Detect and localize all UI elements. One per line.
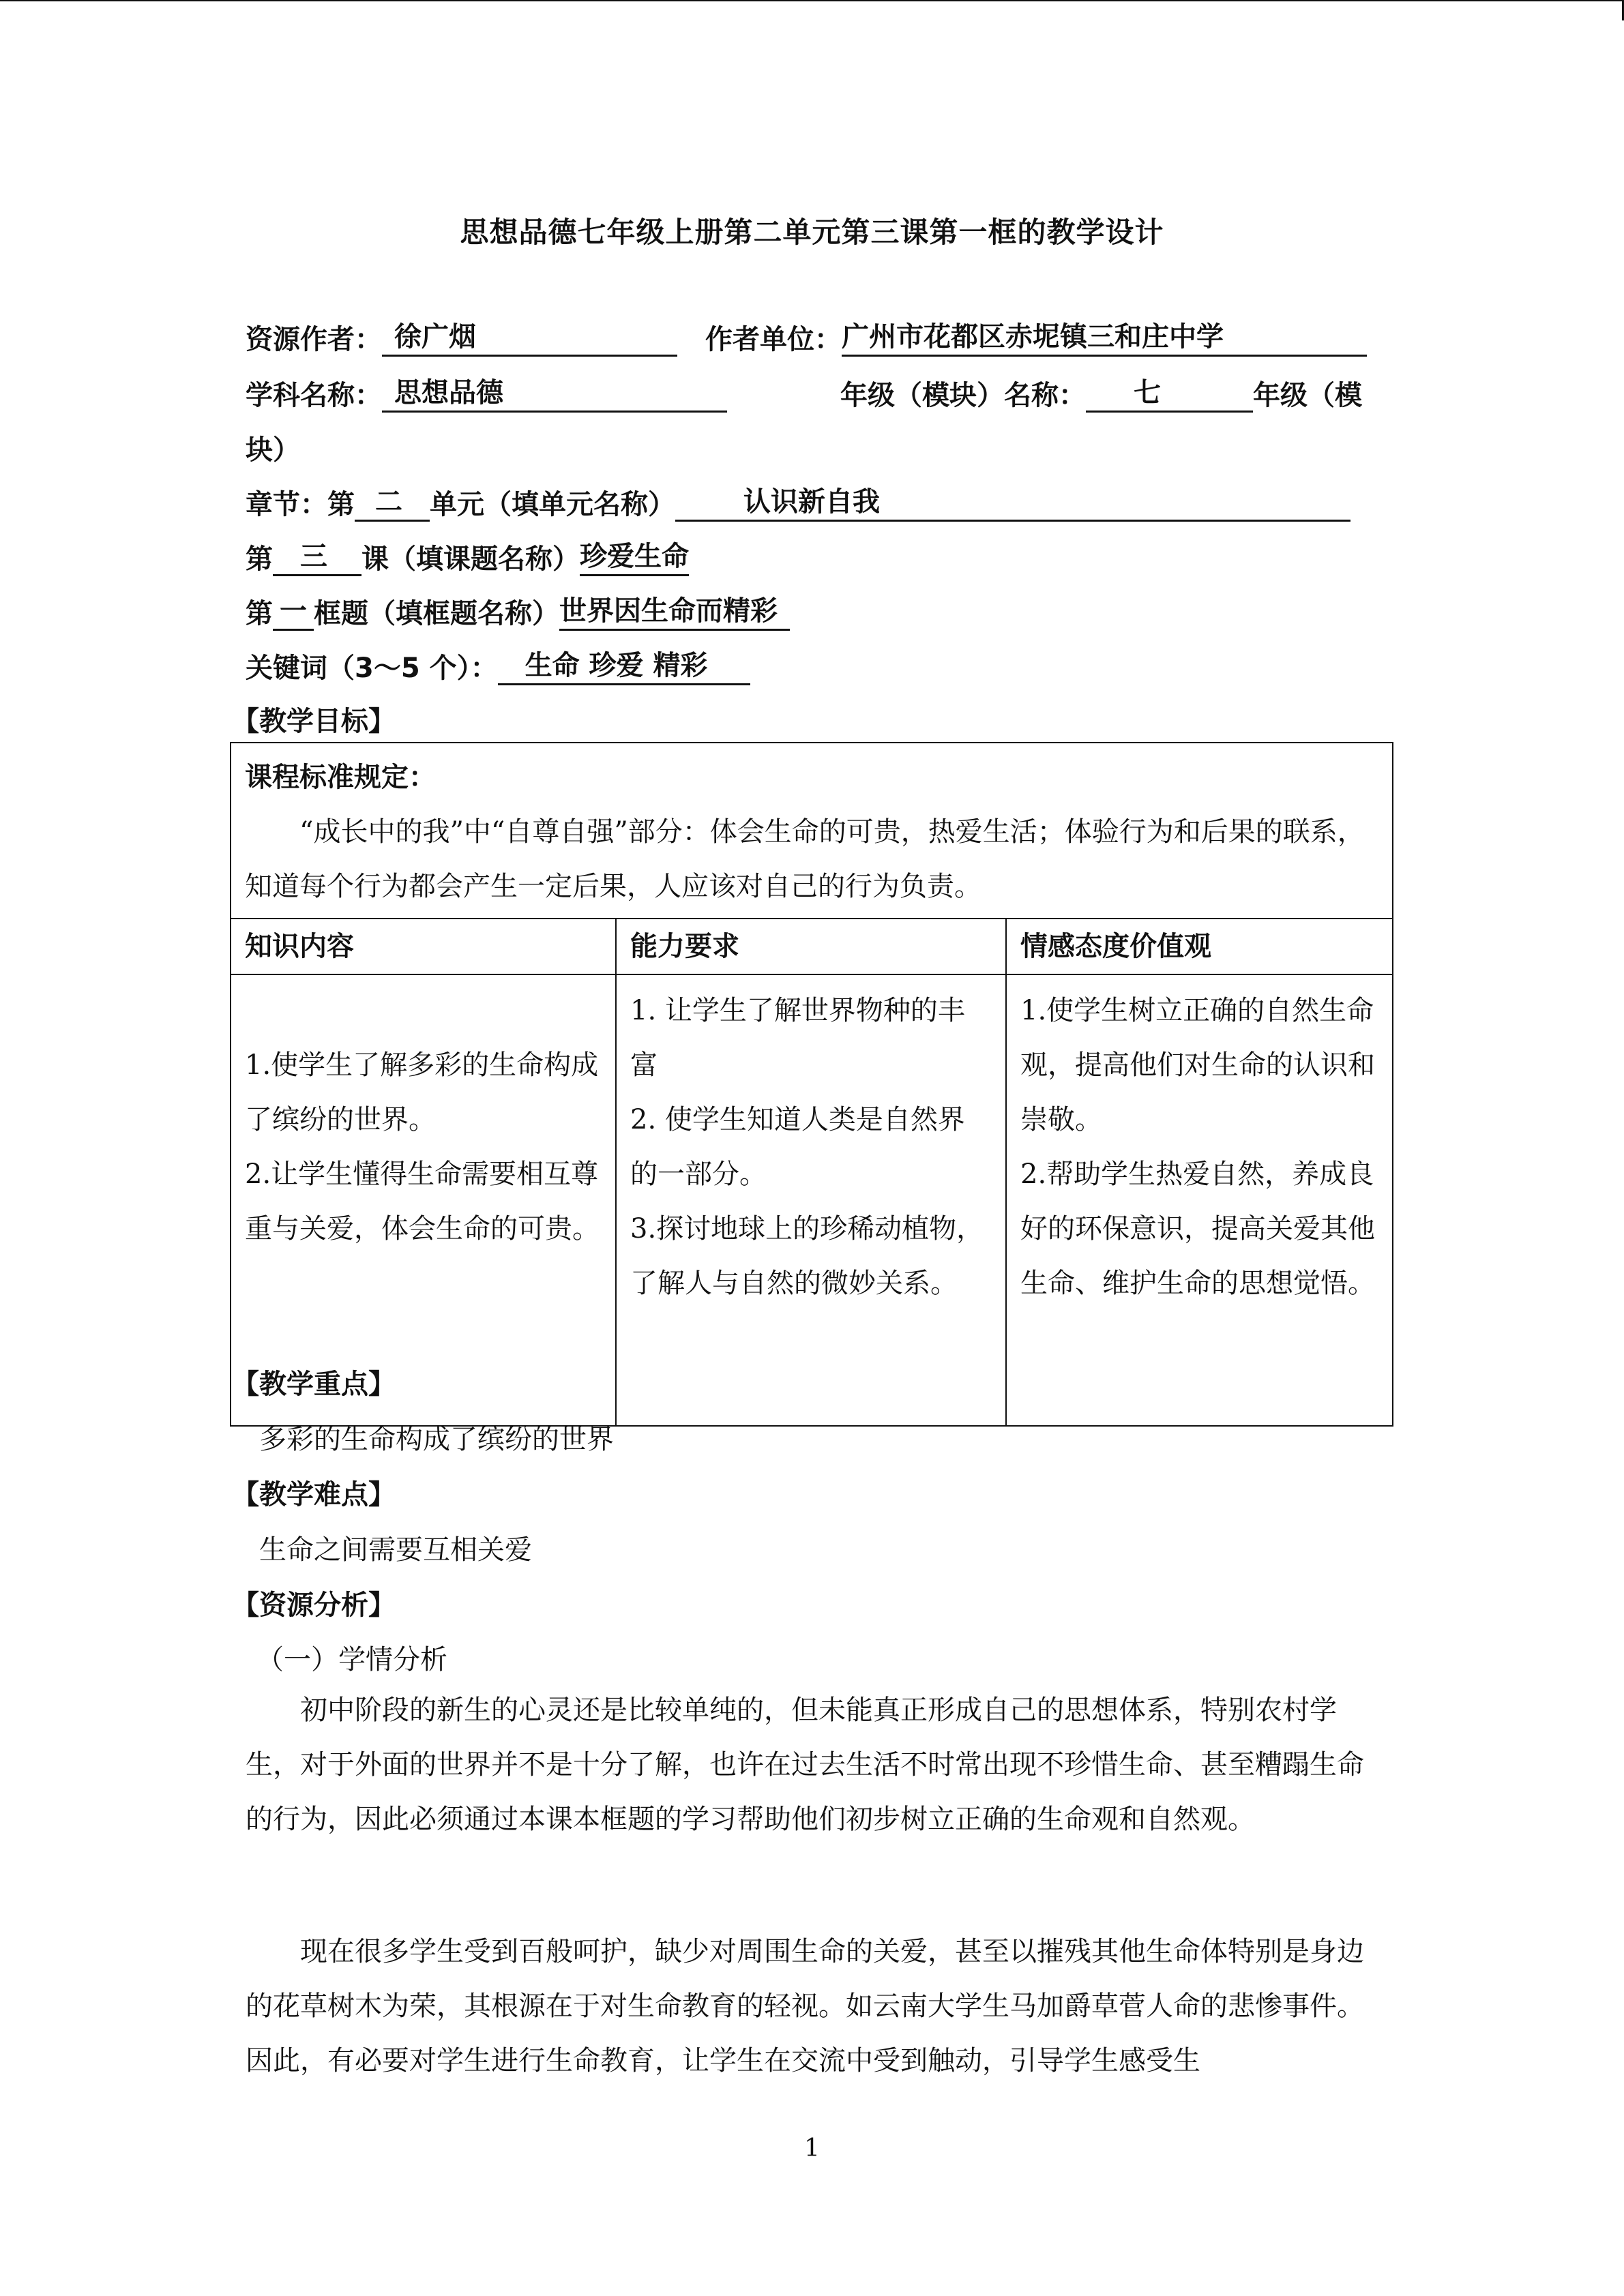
section-difficulty: 【教学难点】 (232, 1479, 396, 1510)
ability-item: 1. 让学生了解世界物种的丰富 (630, 995, 965, 1081)
section-goals: 【教学目标】 (232, 706, 396, 737)
lesson-name: 珍爱生命 (580, 539, 689, 576)
standard-text: “成长中的我”中“自尊自强”部分：体会生命的可贵，热爱生活；体验行为和后果的联系，知道每个行为都会产生一定后果，人应该对自己的行为负责。 (245, 816, 1365, 902)
header-knowledge: 知识内容 (231, 919, 616, 974)
lesson-no: 三 (273, 539, 361, 576)
paragraph: 现在很多学生受到百般呵护，缺少对周围生命的关爱，甚至以摧残其他生命体特别是身边的花草树木为荣，其根源在于对生命教育的轻视。如云南大学生马加爵草菅人命的悲惨事件。因此，有必要对学生进行生命教育，让学生在交流中受到触动，引导学生感受生 (246, 1936, 1364, 2076)
emotion-item: 1.使学生树立正确的自然生命观，提高他们对生命的认识和崇敬。 (1020, 995, 1375, 1135)
emotion-item: 2.帮助学生热爱自然，养成良好的环保意识，提高关爱其他生命、维护生命的思想觉悟。 (1020, 1159, 1375, 1299)
frame-mid: 框题（填框题名称） (314, 598, 559, 629)
section-resource: 【资源分析】 (232, 1590, 396, 1621)
lesson-prefix: 第 (246, 543, 273, 575)
frame-no: 一 (273, 593, 314, 631)
chapter-unit-name: 认识新自我 (675, 484, 1350, 522)
knowledge-item: 1.使学生了解多彩的生命构成了缤纷的世界。 (245, 1049, 599, 1135)
grade-suffix: 年级（模 (1253, 380, 1362, 411)
grade-value: 七 (1086, 375, 1253, 413)
paragraph: 初中阶段的新生的心灵还是比较单纯的，但未能真正形成自己的思想体系，特别农村学生，对于外面的世界并不是十分了解，也许在过去生活不时常出现不珍惜生命、甚至糟蹋生命的行为，因此必须通过本课本框题的学习帮助他们初步树立正确的生命观和自然观。 (246, 1695, 1364, 1835)
focus-text: 多彩的生命构成了缤纷的世界 (259, 1424, 614, 1455)
frame-name: 世界因生命而精彩 (559, 593, 790, 631)
header-emotion: 情感态度价值观 (1006, 919, 1393, 974)
lesson-row (246, 537, 689, 576)
emotion-cell (1006, 974, 1393, 1426)
standard-cell (231, 743, 1393, 919)
keywords-row (246, 646, 750, 685)
chapter-unit-no: 二 (355, 484, 430, 522)
difficulty-text: 生命之间需要互相关爱 (259, 1534, 532, 1566)
ability-item: 3.探讨地球上的珍稀动植物，了解人与自然的微妙关系。 (630, 1213, 984, 1299)
header-row (231, 919, 1393, 974)
author-row (246, 318, 677, 357)
lesson-mid: 课（填课题名称） (361, 543, 580, 575)
unit-value: 广州市花都区赤坭镇三和庄中学 (842, 319, 1367, 357)
knowledge-item: 2.让学生懂得生命需要相互尊重与关爱，体会生命的可贵。 (245, 1159, 600, 1244)
chapter-mid: 单元（填单元名称） (430, 489, 675, 520)
section-focus: 【教学重点】 (232, 1369, 396, 1400)
unit-row (705, 318, 1367, 357)
chapter-row (246, 483, 1350, 522)
crop-mark-horizontal (0, 0, 1624, 1)
unit-label: 作者单位： (705, 324, 842, 355)
header-ability: 能力要求 (616, 919, 1006, 974)
chapter-prefix: 章节：第 (246, 489, 355, 520)
grade-row (840, 374, 1362, 413)
grade-label: 年级（模块）名称： (840, 380, 1086, 411)
ability-cell (616, 974, 1006, 1426)
subject-row (246, 374, 727, 413)
subject-label: 学科名称： (246, 380, 382, 411)
content-row (231, 974, 1393, 1426)
frame-prefix: 第 (246, 598, 273, 629)
page-title: 思想品德七年级上册第二单元第三课第一框的教学设计 (460, 215, 1164, 249)
ability-item: 2. 使学生知道人类是自然界的一部分。 (630, 1104, 965, 1190)
goals-table (230, 742, 1393, 1427)
student-analysis-heading: （一）学情分析 (256, 1644, 447, 1675)
grade-suffix-wrap: 块） (246, 434, 300, 466)
keywords-value: 生命 珍爱 精彩 (498, 648, 750, 685)
frame-row (246, 592, 790, 631)
subject-value: 思想品德 (382, 375, 727, 413)
knowledge-cell (231, 974, 616, 1426)
author-label: 资源作者： (246, 324, 382, 355)
standard-row (231, 743, 1393, 919)
keywords-label: 关键词（3～5 个）： (246, 653, 498, 684)
page-number: 1 (804, 2134, 820, 2162)
author-value: 徐广烟 (382, 319, 677, 357)
standard-title: 课程标准规定： (245, 762, 436, 793)
